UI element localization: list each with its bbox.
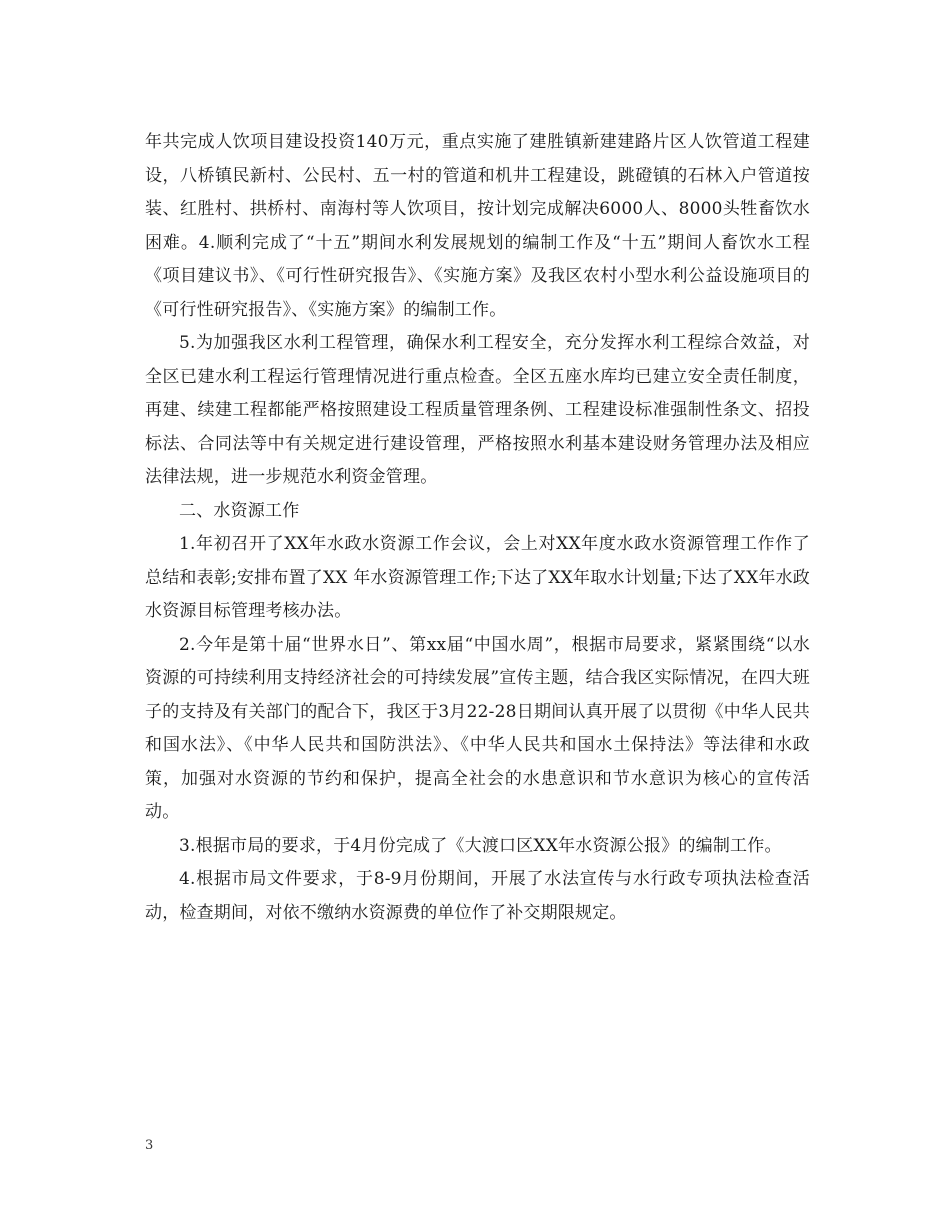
- page-number: 3: [145, 1138, 154, 1153]
- paragraph-3: 1.年初召开了XX年水政水资源工作会议，会上对XX年度水政水资源管理工作作了总结和表彰;安排布置了XX 年水资源管理工作;下达了XX年取水计划量;下达了XX年水政水资源目标管理考核办法。: [145, 534, 810, 621]
- section-heading: 二、水资源工作: [179, 500, 300, 521]
- document-body: [145, 126, 810, 930]
- paragraph-1: 年共完成人饮项目建设投资140万元，重点实施了建胜镇新建建路片区人饮管道工程建设，八桥镇民新村、公民村、五一村的管道和机井工程建设，跳磴镇的石林入户管道按装、红胜村、拱桥村、南海村等人饮项目，按计划完成解决6000人、8000头牲畜饮水困难。4.顺利完成了“十五”期间水利发展规划的编制工作及“十五”期间人畜饮水工程《项目建议书》、《可行性研究报告》、《实施方案》及我区农村小型水利公益设施项目的《可行性研究报告》、《实施方案》的编制工作。: [145, 132, 810, 320]
- paragraph-2: 5.为加强我区水利工程管理，确保水利工程安全，充分发挥水利工程综合效益，对全区已建水利工程运行管理情况进行重点检查。全区五座水库均已建立安全责任制度，再建、续建工程都能严格按照建设工程质量管理条例、工程建设标准强制性条文、招投标法、合同法等中有关规定进行建设管理，严格按照水利基本建设财务管理办法及相应法律法规，进一步规范水利资金管理。: [145, 333, 810, 487]
- paragraph-4: 2.今年是第十届“世界水日”、第xx届“中国水周”，根据市局要求，紧紧围绕“以水资源的可持续利用支持经济社会的可持续发展”宣传主题，结合我区实际情况，在四大班子的支持及有关部门的配合下，我区于3月22-28日期间认真开展了以贯彻《中华人民共和国水法》、《中华人民共和国防洪法》、《中华人民共和国水土保持法》等法律和水政策，加强对水资源的节约和保护，提高全社会的水患意识和节水意识为核心的宣传活动。: [145, 634, 810, 822]
- paragraph-6: 4.根据市局文件要求，于8-9月份期间，开展了水法宣传与水行政专项执法检查活动，检查期间，对依不缴纳水资源费的单位作了补交期限规定。: [145, 869, 810, 923]
- paragraph-5: 3.根据市局的要求，于4月份完成了《大渡口区XX年水资源公报》的编制工作。: [179, 835, 782, 856]
